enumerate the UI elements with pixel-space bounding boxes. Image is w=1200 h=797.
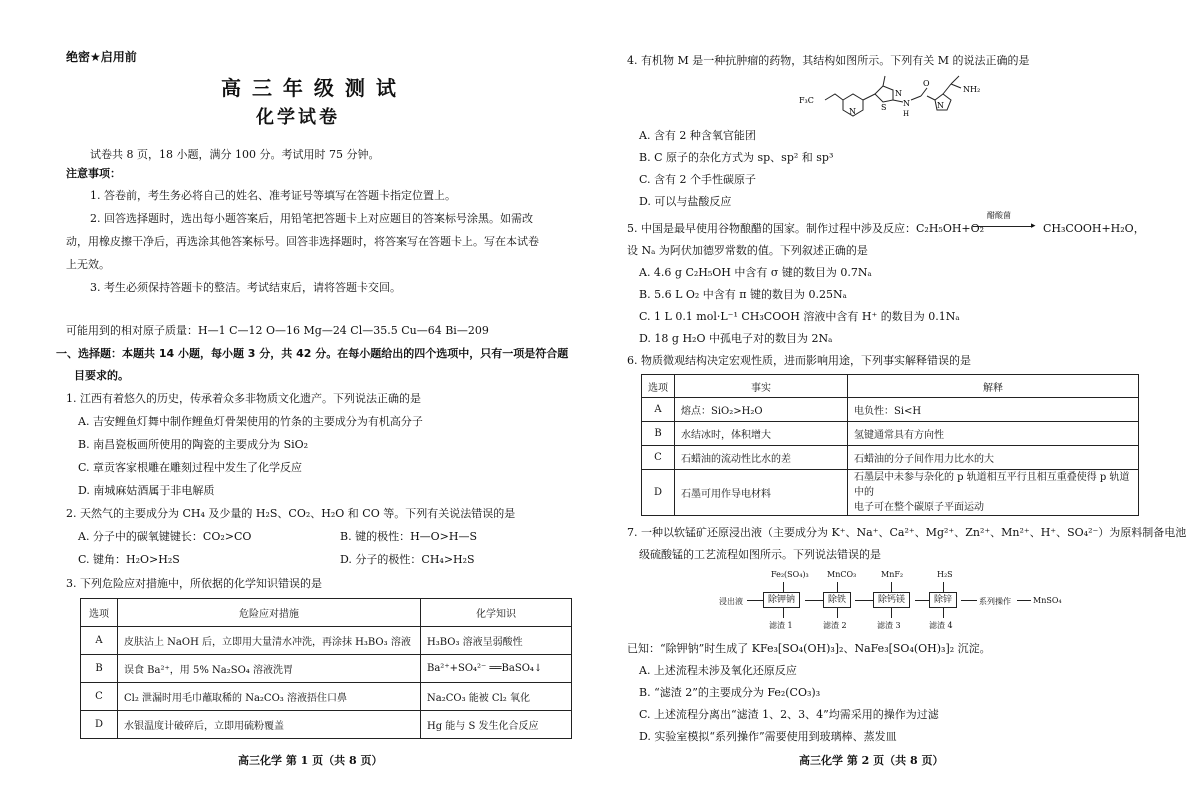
notice-2c: 上无效。 [66,258,110,271]
table-row: D 石墨可用作导电材料 石墨层中未参与杂化的 p 轨道相互平行且相互重叠使得 p 轨道中的 电子可在整个碳原子平面运动 [642,470,1139,516]
q5-option-c: C. 1 L 0.1 mol·L⁻¹ CH₃COOH 溶液中含有 H⁺ 的数目为 0.1Nₐ [639,310,960,323]
q2-option-a: A. 分子中的碳氧键键长：CO₂>CO [78,530,252,543]
q5-catalyst: 醋酸菌 [987,211,1011,220]
notice-title: 注意事项： [66,167,121,180]
table-row: B 误食 Ba²⁺，用 5% Na₂SO₄ 溶液洗胃 Ba²⁺+SO₄²⁻ ══BaSO₄↓ [81,655,572,683]
step-remove-fe: 除铁 [823,592,851,608]
secret-label: 绝密★启用前 [66,50,137,64]
table-row: D 水银温度计破碎后，立即用硫粉覆盖 Hg 能与 S 发生化合反应 [81,711,572,739]
q6-stem: 6. 物质微观结构决定宏观性质，进而影响用途，下列事实解释错误的是 [627,354,971,367]
q3-table [80,598,572,739]
q7-option-d: D. 实验室模拟“系列操作”需要使用到玻璃棒、蒸发皿 [639,730,897,743]
notice-2b: 动，用橡皮擦干净后，再选涂其他答案标号。回答非选择题时，将答案写在答题卡上。写在本试卷 [66,235,539,248]
footer-page-2: 高三化学 第 2 页（共 8 页） [799,754,944,767]
step-remove-zn: 除锌 [929,592,957,608]
footer-page-1: 高三化学 第 1 页（共 8 页） [238,754,383,767]
q1-option-c: C. 章贡客家根雕在雕刻过程中发生了化学反应 [78,461,303,474]
notice-1: 1. 答卷前，考生务必将自己的姓名、准考证号等填写在答题卡指定位置上。 [90,189,456,202]
q4-option-c: C. 含有 2 个手性碳原子 [639,173,757,186]
q3-header-option: 选项 [81,599,118,627]
flow-series-operation: 系列操作 [979,597,1011,606]
q7-option-b: B. “滤渣 2”的主要成分为 Fe₂(CO₃)₃ [639,686,821,699]
notice-3: 3. 考生必须保持答题卡的整洁。考试结束后，请将答题卡交回。 [90,281,401,294]
exam-title: 高 三 年 级 测 试 [221,76,398,100]
flow-product: MnSO₄ [1033,596,1062,605]
reagent-1: Fe₂(SO₄)₃ [771,570,809,579]
reagent-2: MnCO₃ [827,570,857,579]
struct-n-h: N [903,99,910,108]
table-row: A 皮肤沾上 NaOH 后，立即用大量清水冲洗，再涂抹 H₃BO₃ 溶液 H₃BO₃ 溶液呈弱酸性 [81,627,572,655]
q5-option-a: A. 4.6 g C₂H₅OH 中含有 σ 键的数目为 0.7Nₐ [639,266,872,279]
q3-header-knowledge: 化学知识 [421,599,572,627]
q7-option-a: A. 上述流程未涉及氧化还原反应 [639,664,797,677]
intro-text: 试卷共 8 页，18 小题，满分 100 分。考试用时 75 分钟。 [90,148,380,161]
exam-subject: 化学试卷 [256,107,340,128]
q7-stem-2: 级硫酸锰的工艺流程如图所示。下列说法错误的是 [639,548,881,561]
reagent-4: H₂S [937,570,953,579]
q3-header-measure: 危险应对措施 [118,599,421,627]
step-remove-k-na: 除钾钠 [763,592,800,608]
q4-option-d: D. 可以与盐酸反应 [639,195,732,208]
residue-1: 滤渣 1 [769,621,793,630]
q5-stem-2: CH₃COOH+H₂O， [1043,222,1145,235]
q7-stem-1: 7. 一种以软锰矿还原浸出液（主要成分为 K⁺、Na⁺、Ca²⁺、Mg²⁺、Zn²⁺、Mn²⁺、H⁺、SO₄²⁻）为原料制备电池 [627,526,1187,539]
q5-option-d: D. 18 g H₂O 中孤电子对的数目为 2Nₐ [639,332,833,345]
q7-option-c: C. 上述流程分离出“滤渣 1、2、3、4”均需采用的操作为过滤 [639,708,939,721]
table-row: B 水结冰时，体积增大 氢键通常具有方向性 [642,422,1139,446]
q2-option-b: B. 键的极性：H—O>H—S [340,530,478,543]
q1-option-b: B. 南昌瓷板画所使用的陶瓷的主要成分为 SiO₂ [78,438,309,451]
q2-stem: 2. 天然气的主要成分为 CH₄ 及少量的 H₂S、CO₂、H₂O 和 CO 等。下列有关说法错误的是 [66,507,516,520]
q5-reaction-arrow [973,226,1033,227]
q4-option-a: A. 含有 2 种含氧官能团 [639,129,756,142]
q3-stem: 3. 下列危险应对措施中，所依据的化学知识错误的是 [66,577,322,590]
atomic-masses: 可能用到的相对原子质量：H—1 C—12 O—16 Mg—24 Cl—35.5 Cu—64 Bi—209 [66,324,489,337]
residue-2: 滤渣 2 [823,621,847,630]
struct-n4: N [937,101,944,110]
step-remove-ca-mg: 除钙镁 [873,592,910,608]
struct-nh2: NH₂ [963,85,981,94]
q2-option-d: D. 分子的极性：CH₄>H₂S [340,553,475,566]
q6-table [641,374,1139,516]
q5-arrow-head: ▸ [1031,221,1036,231]
q7-given: 已知：“除钾钠”时生成了 KFe₃[SO₄(OH)₃]₂、NaFe₃[SO₄(OH)₃]₂ 沉淀。 [627,642,991,655]
q5-stem-3: 设 Nₐ 为阿伏加德罗常数的值。下列叙述正确的是 [627,244,868,257]
section-1-heading-cont: 目要求的。 [74,369,129,382]
table-row: A 熔点：SiO₂>H₂O 电负性：Si<H [642,398,1139,422]
struct-f3c: F₃C [799,96,814,105]
q1-stem: 1. 江西有着悠久的历史，传承着众多非物质文化遗产。下列说法正确的是 [66,392,421,405]
q2-option-c: C. 键角：H₂O>H₂S [78,553,180,566]
q1-option-a: A. 吉安鲤鱼灯舞中制作鲤鱼灯骨架使用的竹条的主要成分为有机高分子 [78,415,423,428]
struct-n2: N [895,89,902,98]
struct-o: O [923,79,930,88]
residue-3: 滤渣 3 [877,621,901,630]
residue-4: 滤渣 4 [929,621,953,630]
flow-start: 浸出液 [719,597,743,606]
q5-stem-1: 5. 中国是最早使用谷物酿醋的国家。制作过程中涉及反应：C₂H₅OH+O₂ [627,222,985,235]
q5-option-b: B. 5.6 L O₂ 中含有 π 键的数目为 0.25Nₐ [639,288,847,301]
section-1-heading: 一、选择题：本题共 14 小题，每小题 3 分，共 42 分。在每小题给出的四个选项中，只有一项是符合题 [56,347,569,360]
struct-s: S [881,103,887,112]
struct-h: H [903,110,910,118]
q6-header-explanation: 解释 [848,375,1139,398]
table-row: C 石蜡油的流动性比水的差 石蜡油的分子间作用力比水的大 [642,446,1139,470]
q6-header-fact: 事实 [675,375,848,398]
molecule-structure [799,70,999,126]
q6-header-option: 选项 [642,375,675,398]
q4-stem: 4. 有机物 M 是一种抗肿瘤的药物，其结构如图所示。下列有关 M 的说法正确的是 [627,54,1030,67]
q4-option-b: B. C 原子的杂化方式为 sp、sp² 和 sp³ [639,151,834,164]
notice-2a: 2. 回答选择题时，选出每小题答案后，用铅笔把答题卡上对应题目的答案标号涂黑。如需改 [90,212,533,225]
table-row: C Cl₂ 泄漏时用毛巾蘸取稀的 Na₂CO₃ 溶液捂住口鼻 Na₂CO₃ 能被 Cl₂ 氧化 [81,683,572,711]
q1-option-d: D. 南城麻姑酒属于非电解质 [78,484,215,497]
reagent-3: MnF₂ [881,570,904,579]
struct-n1: N [849,107,856,116]
